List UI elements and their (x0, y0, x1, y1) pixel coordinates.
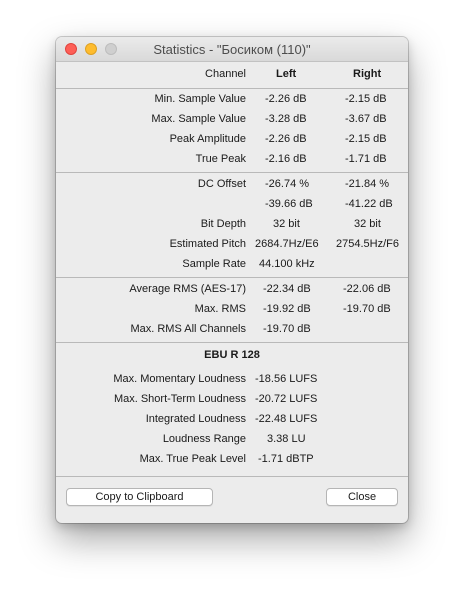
ebu-label: Max. Short-Term Loudness (113, 393, 246, 405)
ebu-value: -1.71 dBTP (258, 453, 314, 465)
ebu-row-loudness-range (56, 430, 408, 450)
stat-row-max-sample (56, 110, 408, 130)
ebu-row-integrated (56, 410, 408, 430)
stat-label: Min. Sample Value (154, 93, 246, 105)
stat-left-value: -22.34 dB (263, 283, 311, 295)
stat-right-value: 32 bit (354, 218, 381, 230)
ebu-value: 3.38 LU (267, 433, 306, 445)
stat-row-estimated-pitch (56, 235, 408, 255)
window-title: Statistics - "Босиком (110)" (153, 42, 311, 57)
statistics-panel (56, 63, 408, 523)
separator (56, 476, 408, 477)
ebu-row-momentary (56, 370, 408, 390)
right-header: Right (353, 68, 382, 80)
stat-row-dc-offset-db (56, 195, 408, 215)
stat-right-value: -1.71 dB (345, 153, 387, 165)
separator (56, 277, 408, 278)
ebu-value: -20.72 LUFS (255, 393, 318, 405)
stat-right-value: -3.67 dB (345, 113, 387, 125)
header-row (56, 65, 408, 85)
stat-label: Estimated Pitch (169, 238, 246, 250)
statistics-window (56, 37, 408, 523)
stat-left-value: -2.16 dB (265, 153, 307, 165)
left-header: Left (276, 68, 297, 80)
ebu-section-title: EBU R 128 (204, 349, 260, 361)
stat-label: Sample Rate (182, 258, 246, 270)
ebu-label: Max. True Peak Level (139, 453, 246, 465)
close-button[interactable]: Close (326, 488, 398, 506)
stat-left-value: -19.92 dB (263, 303, 311, 315)
stat-label: Average RMS (AES-17) (129, 283, 246, 295)
stat-right-value: 2754.5Hz/F6 (336, 238, 399, 250)
stat-row-min-sample (56, 90, 408, 110)
title-bar[interactable] (56, 37, 408, 62)
channel-header: Channel (205, 68, 246, 80)
stat-right-value: -2.15 dB (345, 133, 387, 145)
stat-left-value: 32 bit (273, 218, 300, 230)
copy-to-clipboard-button[interactable]: Copy to Clipboard (66, 488, 213, 506)
stat-row-dc-offset (56, 175, 408, 195)
stat-row-max-rms (56, 300, 408, 320)
stat-label: True Peak (195, 153, 246, 165)
stat-left-value: 2684.7Hz/E6 (255, 238, 319, 250)
stat-label: Bit Depth (200, 218, 246, 230)
ebu-row-short-term (56, 390, 408, 410)
stat-row-true-peak (56, 150, 408, 170)
stat-right-value: -21.84 % (345, 178, 390, 190)
stat-label: DC Offset (197, 178, 246, 190)
stat-row-peak-amplitude (56, 130, 408, 150)
ebu-label: Max. Momentary Loudness (113, 373, 246, 385)
stat-left-value: 44.100 kHz (259, 258, 315, 270)
ebu-value: -22.48 LUFS (255, 413, 318, 425)
stat-left-value: -19.70 dB (263, 323, 311, 335)
stat-right-value: -19.70 dB (343, 303, 391, 315)
stat-row-max-rms-all (56, 320, 408, 340)
stat-label: Max. RMS (194, 303, 246, 315)
ebu-value: -18.56 LUFS (255, 373, 318, 385)
stat-left-value: -2.26 dB (265, 133, 307, 145)
stat-left-value: -2.26 dB (265, 93, 307, 105)
stat-left-value: -26.74 % (265, 178, 310, 190)
stat-label: Max. RMS All Channels (130, 323, 246, 335)
separator (56, 88, 408, 89)
stat-label: Peak Amplitude (169, 133, 246, 145)
separator (56, 172, 408, 173)
stat-row-average-rms (56, 280, 408, 300)
stat-row-sample-rate (56, 255, 408, 275)
ebu-row-true-peak-level (56, 450, 408, 470)
stat-right-value: -2.15 dB (345, 93, 387, 105)
ebu-label: Integrated Loudness (145, 413, 246, 425)
stat-label: Max. Sample Value (151, 113, 246, 125)
stat-row-bit-depth (56, 215, 408, 235)
stat-left-value: -39.66 dB (265, 198, 313, 210)
stat-left-value: -3.28 dB (265, 113, 307, 125)
separator (56, 342, 408, 343)
stat-right-value: -41.22 dB (345, 198, 393, 210)
stat-right-value: -22.06 dB (343, 283, 391, 295)
ebu-label: Loudness Range (162, 433, 246, 445)
